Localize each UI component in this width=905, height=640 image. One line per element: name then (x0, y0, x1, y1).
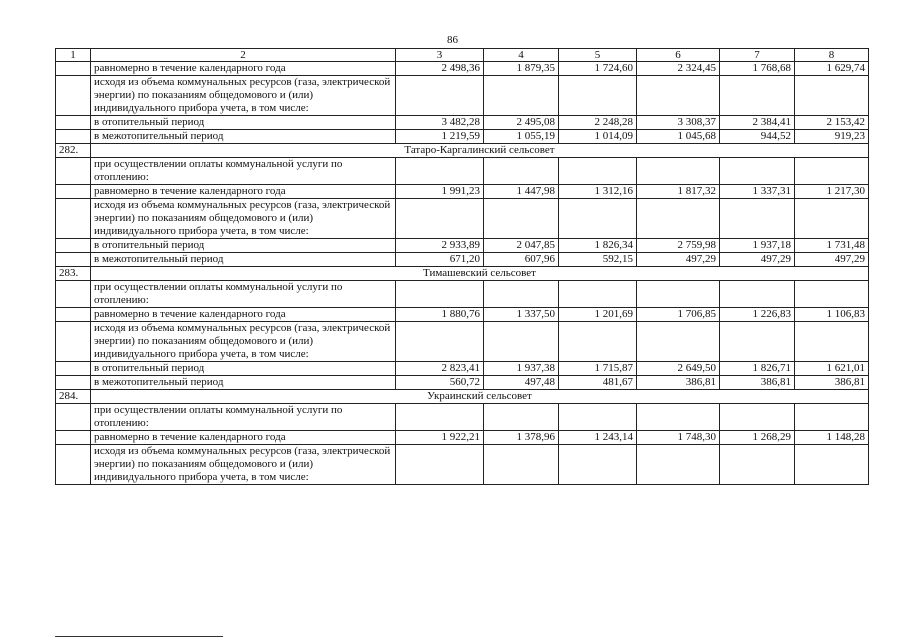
region-row (56, 267, 869, 281)
value-cell (484, 199, 559, 239)
data-row (56, 376, 869, 390)
row-description: при осуществлении оплаты коммунальной услуги по отоплению: (91, 281, 396, 308)
value-cell (795, 158, 869, 185)
data-row (56, 362, 869, 376)
value-cell: 386,81 (637, 376, 720, 390)
value-cell (720, 76, 795, 116)
header-cell: 1 (56, 49, 91, 62)
value-cell (720, 199, 795, 239)
value-cell (795, 281, 869, 308)
value-cell: 1 148,28 (795, 431, 869, 445)
value-cell: 497,29 (795, 253, 869, 267)
value-cell: 1 378,96 (484, 431, 559, 445)
description-row (56, 76, 869, 116)
value-cell: 2 823,41 (396, 362, 484, 376)
row-description: в межотопительный период (91, 130, 396, 144)
row-description: исходя из объема коммунальных ресурсов (газа, электрической энергии) по показаниям общедомового и (или) индивидуального прибора учета, в том числе: (91, 76, 396, 116)
value-cell (637, 404, 720, 431)
value-cell: 2 649,50 (637, 362, 720, 376)
value-cell: 2 498,36 (396, 62, 484, 76)
value-cell (795, 445, 869, 485)
value-cell (795, 76, 869, 116)
row-index (56, 185, 91, 199)
table-body (56, 49, 869, 485)
value-cell (559, 199, 637, 239)
region-name: Татаро-Каргалинский сельсовет (91, 144, 869, 158)
value-cell: 1 014,09 (559, 130, 637, 144)
region-row (56, 144, 869, 158)
row-description: равномерно в течение календарного года (91, 431, 396, 445)
row-index (56, 308, 91, 322)
value-cell (396, 281, 484, 308)
value-cell (396, 199, 484, 239)
value-cell (637, 445, 720, 485)
value-cell (484, 322, 559, 362)
value-cell (637, 281, 720, 308)
value-cell: 1 826,34 (559, 239, 637, 253)
row-index (56, 76, 91, 116)
row-index: 282. (56, 144, 91, 158)
row-index (56, 445, 91, 485)
row-index (56, 130, 91, 144)
value-cell (484, 76, 559, 116)
value-cell: 1 748,30 (637, 431, 720, 445)
value-cell (396, 158, 484, 185)
header-cell: 2 (91, 49, 396, 62)
data-row (56, 253, 869, 267)
description-row (56, 158, 869, 185)
value-cell: 2 759,98 (637, 239, 720, 253)
row-description: в отопительный период (91, 362, 396, 376)
region-row (56, 390, 869, 404)
value-cell: 386,81 (795, 376, 869, 390)
value-cell: 481,67 (559, 376, 637, 390)
value-cell: 671,20 (396, 253, 484, 267)
value-cell: 1 055,19 (484, 130, 559, 144)
value-cell: 1 826,71 (720, 362, 795, 376)
value-cell: 560,72 (396, 376, 484, 390)
value-cell (484, 281, 559, 308)
value-cell (795, 322, 869, 362)
value-cell (720, 281, 795, 308)
row-index (56, 253, 91, 267)
row-index: 283. (56, 267, 91, 281)
value-cell: 1 724,60 (559, 62, 637, 76)
row-description: при осуществлении оплаты коммунальной услуги по отоплению: (91, 158, 396, 185)
value-cell: 1 337,31 (720, 185, 795, 199)
data-row (56, 130, 869, 144)
value-cell: 3 308,37 (637, 116, 720, 130)
value-cell: 1 219,59 (396, 130, 484, 144)
value-cell (637, 322, 720, 362)
row-index (56, 158, 91, 185)
page-number: 86 (447, 34, 458, 46)
value-cell: 1 879,35 (484, 62, 559, 76)
value-cell (559, 322, 637, 362)
row-index (56, 62, 91, 76)
value-cell (559, 76, 637, 116)
value-cell: 3 482,28 (396, 116, 484, 130)
value-cell: 1 937,38 (484, 362, 559, 376)
region-name: Украинский сельсовет (91, 390, 869, 404)
row-description: при осуществлении оплаты коммунальной услуги по отоплению: (91, 404, 396, 431)
description-row (56, 445, 869, 485)
value-cell: 1 447,98 (484, 185, 559, 199)
value-cell (484, 404, 559, 431)
description-row (56, 281, 869, 308)
value-cell: 1 731,48 (795, 239, 869, 253)
data-row (56, 185, 869, 199)
row-index (56, 322, 91, 362)
row-index: 284. (56, 390, 91, 404)
header-cell: 4 (484, 49, 559, 62)
value-cell: 497,48 (484, 376, 559, 390)
value-cell (396, 445, 484, 485)
row-description: исходя из объема коммунальных ресурсов (газа, электрической энергии) по показаниям общедомового и (или) индивидуального прибора учета, в том числе: (91, 445, 396, 485)
value-cell: 2 324,45 (637, 62, 720, 76)
value-cell: 497,29 (720, 253, 795, 267)
value-cell: 2 153,42 (795, 116, 869, 130)
description-row (56, 199, 869, 239)
value-cell (720, 322, 795, 362)
row-description: исходя из объема коммунальных ресурсов (газа, электрической энергии) по показаниям общедомового и (или) индивидуального прибора учета, в том числе: (91, 322, 396, 362)
header-cell: 3 (396, 49, 484, 62)
value-cell: 1 991,23 (396, 185, 484, 199)
data-row (56, 116, 869, 130)
value-cell: 1 045,68 (637, 130, 720, 144)
tariff-table (55, 48, 869, 485)
value-cell (559, 445, 637, 485)
value-cell (637, 76, 720, 116)
row-index (56, 404, 91, 431)
row-index (56, 199, 91, 239)
value-cell: 1 817,32 (637, 185, 720, 199)
value-cell (559, 281, 637, 308)
value-cell: 944,52 (720, 130, 795, 144)
value-cell (795, 404, 869, 431)
value-cell: 1 937,18 (720, 239, 795, 253)
value-cell (720, 404, 795, 431)
value-cell: 2 047,85 (484, 239, 559, 253)
value-cell (559, 404, 637, 431)
value-cell: 2 384,41 (720, 116, 795, 130)
value-cell (720, 158, 795, 185)
value-cell: 1 337,50 (484, 308, 559, 322)
value-cell: 1 768,68 (720, 62, 795, 76)
row-index (56, 376, 91, 390)
value-cell: 1 268,29 (720, 431, 795, 445)
value-cell: 1 201,69 (559, 308, 637, 322)
region-name: Тимашевский сельсовет (91, 267, 869, 281)
value-cell (720, 445, 795, 485)
value-cell: 607,96 (484, 253, 559, 267)
data-row (56, 239, 869, 253)
value-cell (637, 158, 720, 185)
value-cell: 1 922,21 (396, 431, 484, 445)
value-cell: 1 217,30 (795, 185, 869, 199)
row-description: в отопительный период (91, 239, 396, 253)
value-cell (637, 199, 720, 239)
value-cell: 2 933,89 (396, 239, 484, 253)
value-cell: 2 495,08 (484, 116, 559, 130)
header-cell: 6 (637, 49, 720, 62)
value-cell: 592,15 (559, 253, 637, 267)
description-row (56, 404, 869, 431)
value-cell (559, 158, 637, 185)
description-row (56, 322, 869, 362)
row-index (56, 239, 91, 253)
value-cell (795, 199, 869, 239)
data-row (56, 308, 869, 322)
header-cell: 7 (720, 49, 795, 62)
row-description: исходя из объема коммунальных ресурсов (газа, электрической энергии) по показаниям общедомового и (или) индивидуального прибора учета, в том числе: (91, 199, 396, 239)
row-index (56, 431, 91, 445)
row-description: равномерно в течение календарного года (91, 308, 396, 322)
value-cell: 1 243,14 (559, 431, 637, 445)
row-index (56, 281, 91, 308)
value-cell: 1 106,83 (795, 308, 869, 322)
header-cell: 8 (795, 49, 869, 62)
value-cell (396, 322, 484, 362)
footnote-rule (55, 636, 223, 637)
value-cell: 1 629,74 (795, 62, 869, 76)
row-description: в отопительный период (91, 116, 396, 130)
header-cell: 5 (559, 49, 637, 62)
row-index (56, 116, 91, 130)
value-cell: 1 312,16 (559, 185, 637, 199)
value-cell (484, 158, 559, 185)
row-description: в межотопительный период (91, 376, 396, 390)
value-cell: 2 248,28 (559, 116, 637, 130)
value-cell (396, 404, 484, 431)
value-cell: 1 880,76 (396, 308, 484, 322)
data-row (56, 431, 869, 445)
row-description: равномерно в течение календарного года (91, 62, 396, 76)
value-cell: 1 621,01 (795, 362, 869, 376)
value-cell: 386,81 (720, 376, 795, 390)
value-cell (396, 76, 484, 116)
value-cell (484, 445, 559, 485)
row-index (56, 362, 91, 376)
value-cell: 1 715,87 (559, 362, 637, 376)
data-row (56, 62, 869, 76)
value-cell: 497,29 (637, 253, 720, 267)
row-description: в межотопительный период (91, 253, 396, 267)
value-cell: 919,23 (795, 130, 869, 144)
value-cell: 1 226,83 (720, 308, 795, 322)
row-description: равномерно в течение календарного года (91, 185, 396, 199)
value-cell: 1 706,85 (637, 308, 720, 322)
header-row (56, 49, 869, 62)
